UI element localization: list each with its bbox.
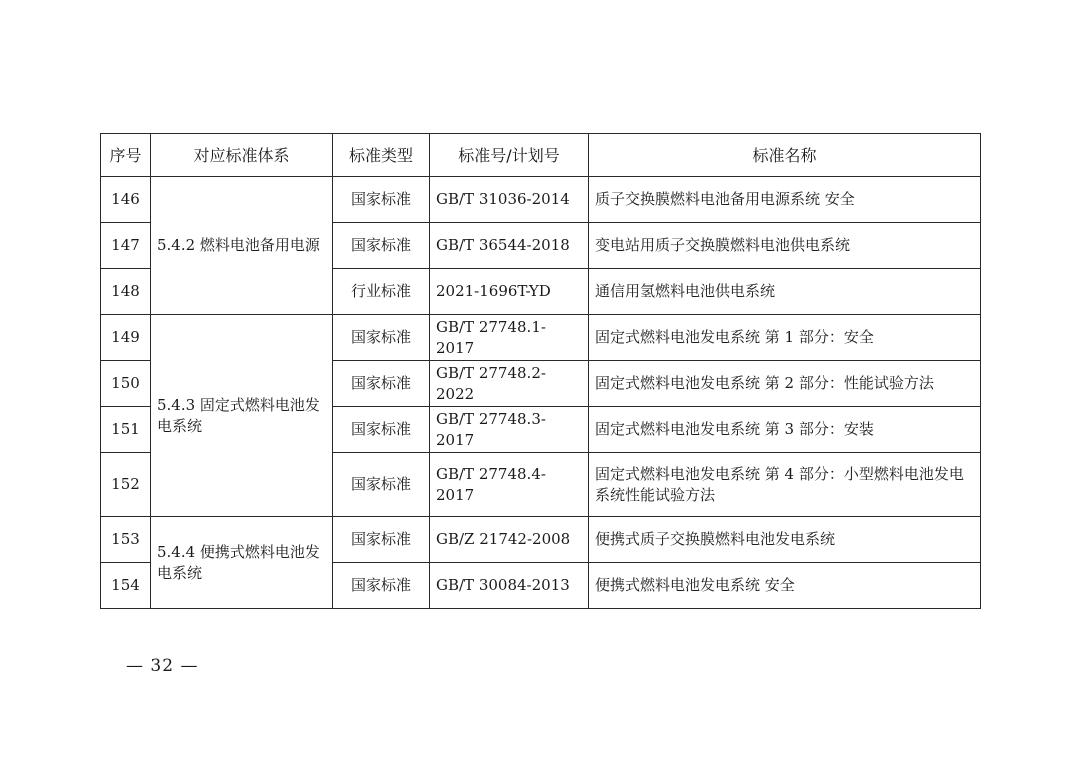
row-serial-no: 151 xyxy=(101,407,151,453)
header-serial-no: 序号 xyxy=(101,134,151,177)
row-standard-name: 变电站用质子交换膜燃料电池供电系统 xyxy=(589,223,981,269)
row-standard-name: 通信用氢燃料电池供电系统 xyxy=(589,269,981,315)
row-standard-code: GB/T 31036-2014 xyxy=(430,177,589,223)
row-standard-type: 行业标准 xyxy=(333,269,430,315)
row-standard-name: 固定式燃料电池发电系统 第 2 部分：性能试验方法 xyxy=(589,361,981,407)
row-serial-no: 147 xyxy=(101,223,151,269)
row-standard-type: 国家标准 xyxy=(333,361,430,407)
row-standard-code: GB/T 27748.4-2017 xyxy=(430,453,589,517)
header-standard-name: 标准名称 xyxy=(589,134,981,177)
header-standard-type: 标准类型 xyxy=(333,134,430,177)
table-row xyxy=(101,315,981,361)
table-row xyxy=(101,177,981,223)
row-standard-code: GB/T 27748.2-2022 xyxy=(430,361,589,407)
row-standard-type: 国家标准 xyxy=(333,223,430,269)
row-standard-system: 5.4.4 便携式燃料电池发电系统 xyxy=(151,517,333,609)
row-serial-no: 149 xyxy=(101,315,151,361)
row-standard-type: 国家标准 xyxy=(333,177,430,223)
row-serial-no: 152 xyxy=(101,453,151,517)
header-standard-system: 对应标准体系 xyxy=(151,134,333,177)
page-number: — 32 — xyxy=(126,656,199,676)
row-standard-code: 2021-1696T-YD xyxy=(430,269,589,315)
row-standard-code: GB/T 36544-2018 xyxy=(430,223,589,269)
row-standard-name: 质子交换膜燃料电池备用电源系统 安全 xyxy=(589,177,981,223)
table-header-row xyxy=(101,134,981,177)
row-standard-type: 国家标准 xyxy=(333,453,430,517)
row-serial-no: 146 xyxy=(101,177,151,223)
header-standard-code: 标准号/计划号 xyxy=(430,134,589,177)
row-serial-no: 154 xyxy=(101,563,151,609)
standards-table xyxy=(100,133,981,609)
row-serial-no: 150 xyxy=(101,361,151,407)
table-row xyxy=(101,517,981,563)
row-standard-system: 5.4.3 固定式燃料电池发电系统 xyxy=(151,315,333,517)
row-serial-no: 148 xyxy=(101,269,151,315)
row-standard-type: 国家标准 xyxy=(333,517,430,563)
row-standard-system: 5.4.2 燃料电池备用电源 xyxy=(151,177,333,315)
row-standard-type: 国家标准 xyxy=(333,563,430,609)
row-standard-type: 国家标准 xyxy=(333,407,430,453)
row-standard-code: GB/T 30084-2013 xyxy=(430,563,589,609)
row-standard-name: 固定式燃料电池发电系统 第 1 部分：安全 xyxy=(589,315,981,361)
row-standard-code: GB/T 27748.1-2017 xyxy=(430,315,589,361)
row-standard-code: GB/Z 21742-2008 xyxy=(430,517,589,563)
row-standard-name: 便携式燃料电池发电系统 安全 xyxy=(589,563,981,609)
row-standard-code: GB/T 27748.3-2017 xyxy=(430,407,589,453)
row-standard-name: 固定式燃料电池发电系统 第 3 部分：安装 xyxy=(589,407,981,453)
row-standard-type: 国家标准 xyxy=(333,315,430,361)
row-serial-no: 153 xyxy=(101,517,151,563)
row-standard-name: 固定式燃料电池发电系统 第 4 部分：小型燃料电池发电系统性能试验方法 xyxy=(589,453,981,517)
row-standard-name: 便携式质子交换膜燃料电池发电系统 xyxy=(589,517,981,563)
